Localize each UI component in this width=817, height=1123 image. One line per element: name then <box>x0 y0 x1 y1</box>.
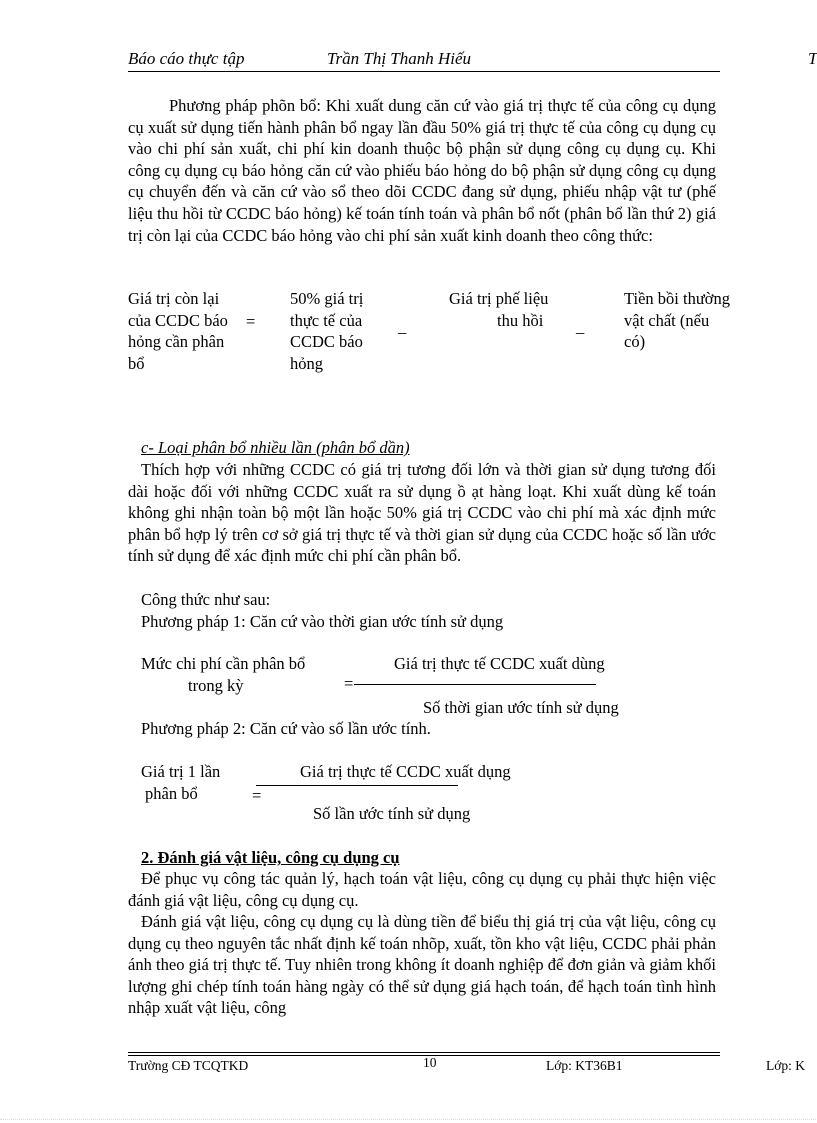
formula2-fraction-bar <box>354 684 596 685</box>
section-2-title: 2. Đánh giá vật liệu, công cụ dụng cụ <box>141 848 400 867</box>
header-rule <box>128 71 720 72</box>
footer-class-clip: Lớp: K <box>766 1058 806 1073</box>
formula2-numerator: Giá trị thực tế CCDC xuất dùng <box>394 654 605 673</box>
formula-col-compensation: Tiền bồi thường vật chất (nếu có) <box>624 289 730 352</box>
paragraph-section-2-intro: Để phục vụ công tác quản lý, hạch toán vật liệu, công cụ dụng cụ phải thực hiện việc đánh giá vật liệu, công cụ dụng cụ. <box>128 869 716 910</box>
page-edge <box>0 1119 816 1120</box>
formula2-denominator: Số thời gian ước tính sử dụng <box>423 698 619 717</box>
header-author: Trần Thị Thanh Hiếu <box>327 49 472 68</box>
header-right-clip: T <box>808 49 817 68</box>
footer-class: Lớp: KT36B1 <box>546 1058 623 1073</box>
formula-col-fifty-percent: 50% giá trị thực tế của CCDC báo hỏng <box>290 289 364 373</box>
method-1-label: Phương pháp 1: Căn cứ vào thời gian ước tính sử dụng <box>141 612 504 631</box>
formula3-label-line2: phân bổ <box>145 784 198 803</box>
formula3-fraction-bar <box>256 785 458 786</box>
formula2-equals: = <box>344 674 354 693</box>
paragraph-section-2-body: Đánh giá vật liệu, công cụ dụng cụ là dùng tiền để biểu thị giá trị của vật liệu, công cụ dụng cụ theo nguyên tắc nhất định kế toán nhõp, xuất, tồn kho vật liệu, CCDC phải phản ánh theo giá trị thực tế. Tuy nhiên trong không ít doanh nghiệp để đơn giản và giảm khối lượng ghi chép tính toán hàng ngày có thể sử dụng giá hạch toán, để hạch toán tình hình nhập xuất vật liệu, công <box>128 912 716 1018</box>
formula-col-scrap-line1: Giá trị phế liệu <box>449 289 549 308</box>
footer-rule-top <box>128 1052 720 1053</box>
formula2-label-line1: Mức chi phí cần phân bổ <box>141 654 306 673</box>
formula3-equals: = <box>252 786 262 805</box>
section-c-title: c- Loại phân bổ nhiều lần (phân bổ dần) <box>141 438 410 457</box>
formula3-denominator: Số lần ước tính sử dụng <box>313 804 471 823</box>
paragraph-section-c: Thích hợp với những CCDC có giá trị tương đối lớn và thời gian sử dụng tương đối dài hoặc đối với những CCDC xuất ra sử dụng ồ ạt hàng loạt. Khi xuất dùng kế toán không ghi nhận toàn bộ một lần hoặc 50% giá trị CCDC vào chi phí mà xác định mức phân bổ hợp lý trên cơ sở giá trị thực tế và thời gian sử dụng của CCDC hoặc số lần ước tính sử dụng để xác định mức chi phí cần phân bổ. <box>128 460 716 566</box>
method-2-label: Phương pháp 2: Căn cứ vào số lần ước tính. <box>141 719 431 738</box>
formula3-label-line1: Giá trị 1 lần <box>141 762 221 781</box>
formula-col-scrap-line2: thu hồi <box>497 310 544 330</box>
formula-minus-2: _ <box>576 317 585 336</box>
paragraph-allocation-method: Phương pháp phõn bổ: Khi xuất dung căn cứ vào giá trị thực tế của công cụ dụng cụ xuất sử dụng tiến hành phân bổ ngay lần đầu 50% giá trị thực tế của công cụ dụng cụ vào chi phí sản xuất, chi phí kin doanh thuộc bộ phận sử dụng công cụ dụng cụ. Khi công cụ dụng cụ báo hỏng căn cứ vào phiếu báo hỏng do bộ phận sử dụng công cụ dụng cụ chuyển đến và căn cứ vào sổ theo dõi CCDC đang sử dụng, phiếu nhập vật tư (phế liệu thu hồi từ CCDC báo hỏng) kế toán tính toán và phân bổ nốt (phân bổ lần thứ 2) giá trị còn lại của CCDC báo hỏng vào chi phí sản xuất kinh doanh theo công thức: <box>128 96 716 245</box>
formula2-label-line2: trong kỳ <box>188 676 244 695</box>
header-report-title: Báo cáo thực tập <box>128 49 245 68</box>
formula-intro: Công thức như sau: <box>141 590 271 609</box>
formula-col-residual: Giá trị còn lại của CCDC báo hỏng cần phân bổ <box>128 289 228 373</box>
formula-col-scrap <box>449 288 549 331</box>
formula-equals: = <box>246 312 256 331</box>
footer-page-number: 10 <box>423 1055 437 1070</box>
formula3-numerator: Giá trị thực tế CCDC xuất dụng <box>300 762 511 781</box>
footer-school: Trường CĐ TCQTKD <box>128 1058 249 1073</box>
formula-minus-1: _ <box>398 317 407 336</box>
